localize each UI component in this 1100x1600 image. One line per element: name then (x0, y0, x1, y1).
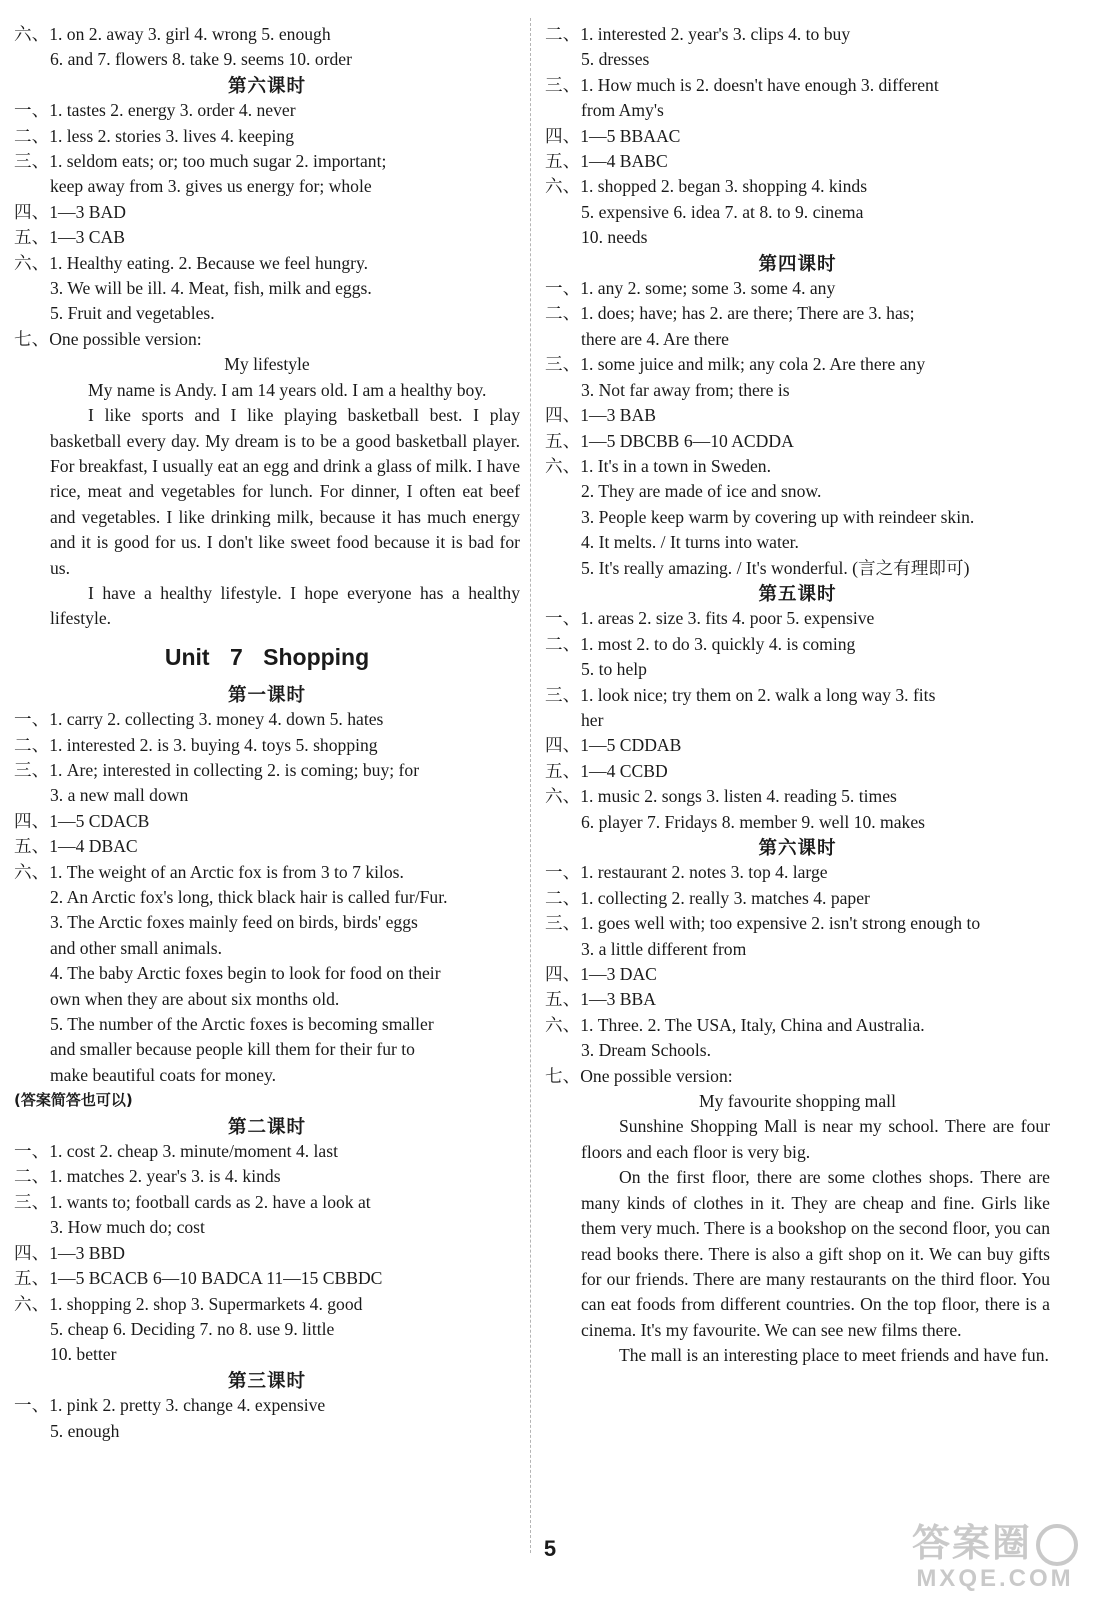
answer-line: 四、1—3 BAB (545, 405, 656, 426)
answer-line: 六、1. music 2. songs 3. listen 4. reading 5. times (545, 786, 897, 807)
answer-line: 六、1. Three. 2. The USA, Italy, China and Australia. (545, 1014, 925, 1035)
answer-line: own when they are about six months old. (50, 988, 340, 1009)
answer-line: 六、1. Healthy eating. 2. Because we feel hungry. (14, 252, 369, 273)
answer-line: 三、1. seldom eats; or; too much sugar 2. important; (14, 151, 387, 172)
page-number: 5 (543, 1536, 557, 1561)
essay-paragraph: Sunshine Shopping Mall is near my school. There are four floors and each floor is very big. (581, 1116, 1050, 1162)
answer-line: 6. and 7. flowers 8. take 9. seems 10. order (50, 49, 352, 70)
answer-line: 六、1. The weight of an Arctic fox is from 3 to 7 kilos. (14, 861, 404, 882)
answer-line: 5. cheap 6. Deciding 7. no 8. use 9. little (50, 1318, 335, 1339)
answer-line: 3. a new mall down (50, 785, 189, 806)
answer-line: 5. to help (581, 659, 647, 680)
answer-line: 二、1. matches 2. year's 3. is 4. kinds (14, 1166, 281, 1187)
answer-line: 一、1. tastes 2. energy 3. order 4. never (14, 100, 296, 121)
answer-line: her (581, 709, 604, 730)
answer-line: 3. a little different from (581, 938, 747, 959)
answer-line: 五、1—4 CCBD (545, 760, 668, 781)
watermark-url: MXQE.COM (916, 1565, 1074, 1592)
answer-line: 一、1. pink 2. pretty 3. change 4. expensive (14, 1395, 326, 1416)
answer-line: 二、1. less 2. stories 3. lives 4. keeping (14, 125, 295, 146)
answer-line: 一、1. restaurant 2. notes 3. top 4. large (545, 862, 828, 883)
answer-line: 10. needs (581, 227, 648, 248)
essay-paragraph: My name is Andy. I am 14 years old. I am a healthy boy. (88, 379, 487, 400)
answer-line: 五、1—5 DBCBB 6—10 ACDDA (545, 430, 794, 451)
lesson-heading: 第三课时 (227, 1369, 306, 1391)
answer-line: 七、One possible version: (14, 328, 202, 349)
answer-line: 三、1. look nice; try them on 2. walk a long way 3. fits (545, 684, 936, 705)
left-column (14, 22, 520, 1444)
column-divider (530, 18, 531, 1553)
answer-line: 二、1. interested 2. is 3. buying 4. toys 5. shopping (14, 734, 378, 755)
watermark-badge-icon (1036, 1524, 1078, 1566)
answer-line: 一、1. cost 2. cheap 3. minute/moment 4. last (14, 1141, 338, 1162)
answer-line: 四、1—3 BAD (14, 201, 126, 222)
answer-line: 5. expensive 6. idea 7. at 8. to 9. cinema (581, 201, 864, 222)
unit-title: Unit 7 Shopping (164, 643, 370, 670)
answer-line: 4. The baby Arctic foxes begin to look for food on their (50, 963, 441, 984)
answer-line: 5. Fruit and vegetables. (50, 303, 215, 324)
lesson-heading: 第一课时 (227, 683, 306, 705)
essay-paragraph: I have a healthy lifestyle. I hope everyone has a healthy lifestyle. (50, 582, 520, 629)
lesson-heading: 第六课时 (758, 837, 837, 858)
answer-line: 三、1. goes well with; too expensive 2. isn't strong enough to (545, 913, 981, 934)
answer-line: and other small animals. (50, 937, 222, 958)
answer-line: 5. The number of the Arctic foxes is becoming smaller (50, 1014, 434, 1035)
answer-line: 3. People keep warm by covering up with reindeer skin. (581, 506, 975, 527)
answer-line: 二、1. interested 2. year's 3. clips 4. to buy (545, 24, 851, 44)
answer-line: 四、1—5 BBAAC (545, 125, 681, 146)
answer-line: 6. player 7. Fridays 8. member 9. well 10. makes (581, 811, 925, 832)
answer-line: 六、1. It's in a town in Sweden. (545, 455, 772, 476)
essay-title: My favourite shopping mall (699, 1091, 896, 1112)
answer-line: 一、1. carry 2. collecting 3. money 4. down 5. hates (14, 709, 384, 730)
answer-line: 一、1. any 2. some; some 3. some 4. any (545, 278, 836, 299)
answer-line: 10. better (50, 1344, 117, 1365)
right-column (545, 22, 1050, 1369)
lesson-heading: 第四课时 (758, 252, 837, 274)
answer-line: 五、1—3 CAB (14, 227, 125, 248)
essay-paragraph: The mall is an interesting place to meet friends and have fun. (619, 1345, 1049, 1366)
answer-line: 5. It's really amazing. / It's wonderful. (言之有理即可) (581, 557, 970, 578)
answer-line: 一、1. areas 2. size 3. fits 4. poor 5. expensive (545, 608, 875, 629)
essay-paragraph: I like sports and I like playing basketball best. I play basketball every day. My dream is to be a good basketball player. For breakfast, I usually eat an egg and drink a glass of milk. I have rice, meat and vegetables for lunch. For dinner, I often eat beef and vegetables. I like drinking milk, because it has much energy and it is good for us. I don't like sweet food because it is bad for us. (50, 405, 521, 578)
answer-line: 四、1—3 DAC (545, 964, 657, 985)
answer-line: 3. Not far away from; there is (581, 379, 790, 400)
answer-line: 4. It melts. / It turns into water. (581, 532, 799, 553)
answer-line: 六、1. shopped 2. began 3. shopping 4. kinds (545, 176, 868, 197)
answer-line: 五、1—3 BBA (545, 989, 656, 1010)
answer-line: 3. We will be ill. 4. Meat, fish, milk and eggs. (50, 278, 372, 299)
answer-line: 五、1—4 DBAC (14, 836, 138, 857)
answer-line: 五、1—5 BCACB 6—10 BADCA 11—15 CBBDC (14, 1268, 383, 1289)
answer-line: there are 4. Are there (581, 328, 729, 349)
answer-line: 六、1. on 2. away 3. girl 4. wrong 5. enough (14, 24, 331, 44)
answer-line: 三、1. wants to; football cards as 2. have a look at (14, 1191, 371, 1212)
answer-line: 3. The Arctic foxes mainly feed on birds, birds' eggs (50, 912, 418, 933)
answer-line: 5. enough (50, 1420, 120, 1441)
answer-line: 二、1. most 2. to do 3. quickly 4. is coming (545, 633, 856, 654)
lesson-heading: 第二课时 (227, 1115, 306, 1137)
answer-line: and smaller because people kill them for their fur to (50, 1039, 415, 1060)
answer-line: 七、One possible version: (545, 1065, 733, 1086)
answer-line: 三、1. How much is 2. doesn't have enough 3. different (545, 74, 939, 95)
answer-line: 四、1—5 CDDAB (545, 735, 682, 756)
answer-line: 二、1. does; have; has 2. are there; There are 3. has; (545, 303, 915, 324)
answer-line: 二、1. collecting 2. really 3. matches 4. paper (545, 887, 870, 908)
answer-line: 2. They are made of ice and snow. (581, 481, 822, 502)
lesson-heading: 第五课时 (758, 582, 837, 604)
answer-line: 2. An Arctic fox's long, thick black hair is called fur/Fur. (50, 887, 448, 907)
answer-line: 六、1. shopping 2. shop 3. Supermarkets 4. good (14, 1293, 363, 1314)
answer-line: keep away from 3. gives us energy for; whole (50, 176, 372, 197)
watermark-text: 答案圈 (911, 1520, 1032, 1565)
answer-line: make beautiful coats for money. (50, 1064, 277, 1085)
essay-paragraph: On the first floor, there are some clothes shops. There are many kinds of clothes in it. They are cheap and fine. Girls like them very much. There is a bookshop on the second floor, you can read books there. There is also a gift shop on it. We can buy gifts for our friends. There are many restaurants on the third floor. You can eat foods from different countries. On the top floor, there is a cinema. It's my favourite. We can see new films there. (581, 1167, 1050, 1340)
answer-note: (答案简答也可以) (14, 1091, 133, 1110)
answer-line: 四、1—3 BBD (14, 1242, 125, 1263)
lesson-heading: 第六课时 (227, 74, 306, 96)
essay-title: My lifestyle (224, 354, 310, 375)
answer-line: 四、1—5 CDACB (14, 810, 150, 831)
answer-line: 3. How much do; cost (50, 1217, 205, 1238)
answer-line: 三、1. Are; interested in collecting 2. is coming; buy; for (14, 759, 420, 780)
watermark (912, 1521, 1078, 1593)
answer-line: 3. Dream Schools. (581, 1040, 711, 1061)
answer-line: 五、1—4 BABC (545, 151, 668, 172)
answer-line: 三、1. some juice and milk; any cola 2. Are there any (545, 354, 926, 375)
answer-line: from Amy's (581, 100, 664, 121)
answer-line: 5. dresses (581, 49, 650, 70)
